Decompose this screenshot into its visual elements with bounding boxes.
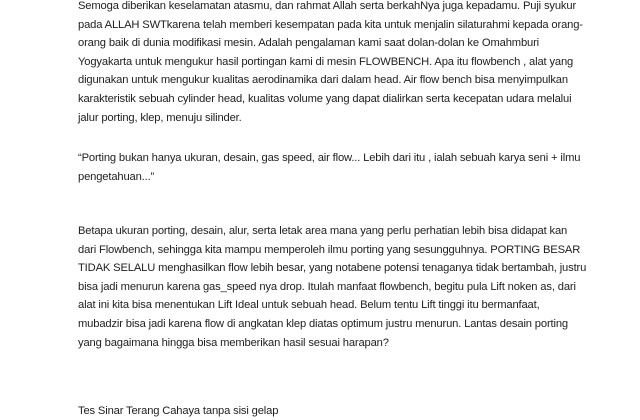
text-line: alat ini kita bisa menentukan Lift Ideal untuk sebuah head. Belum tentu Lift tinggi itu bermanfaat, xyxy=(78,299,540,312)
text-line: bisa jadi menurun karena gas_speed nya drop. Itulah manfaat flowbench, begitu pula Lift noken as, dari xyxy=(78,280,576,293)
text-line: jalur porting, klep, menuju silinder. xyxy=(78,111,242,124)
paragraph-intro xyxy=(78,0,583,127)
text-line: yang bagaimana hingga bisa memberikan hasil sesuai harapan? xyxy=(78,336,389,349)
text-line: Semoga diberikan keselamatan atasmu, dan rahmat Allah serta berkahNya juga kepadamu. Puji syukur xyxy=(78,0,577,12)
text-line: TIDAK SELALU menghasilkan flow lebih besar, yang notabene potensi tenaganya tidak bertambah, justru xyxy=(78,262,587,275)
text-line: pengetahuan...” xyxy=(78,170,155,183)
text-line: orang baik di dunia modifikasi mesin. Adalah pengalaman kami saat dolan-dolan ke Omahmburi xyxy=(78,37,539,50)
paragraph-quote xyxy=(78,149,581,186)
text-line: dari Flowbench, sehingga kita mampu memperoleh ilmu porting yang sesungguhnya. PORTING BESAR xyxy=(78,243,581,256)
text-line: Tes Sinar Terang Cahaya tanpa sisi gelap xyxy=(78,405,279,417)
paragraph-heading-test xyxy=(78,402,578,420)
text-line: pada ALLAH SWTkarena telah memberi kesempatan pada kita untuk menjalin silaturahmi kepada orang- xyxy=(78,18,583,31)
text-line: digunakan untuk mengukur kualitas aerodinamika dari dalam head. Air flow bench bisa menyimpulkan xyxy=(78,74,568,87)
paragraph-body xyxy=(78,222,587,352)
text-line: mubadzir bisa jadi karena flow di angkatan klep diatas optimum justru menurun. Lantas desain porting xyxy=(78,317,568,330)
text-line: karakteristik sebuah cylinder head, kualitas volume yang dapat dialirkan serta kecepatan udara melalui xyxy=(78,92,572,105)
text-line: Betapa ukuran porting, desain, alur, serta letak area mana yang perlu perhatian lebih bisa didapat kan xyxy=(78,225,568,237)
text-line: Yogyakarta untuk mengukur hasil portingan kami di mesin FLOWBENCH. Apa itu flowbench , alat yang xyxy=(78,55,574,68)
text-line: “Porting bukan hanya ukuran, desain, gas speed, air flow... Lebih dari itu , ialah sebuah karya seni + ilmu xyxy=(78,152,581,164)
